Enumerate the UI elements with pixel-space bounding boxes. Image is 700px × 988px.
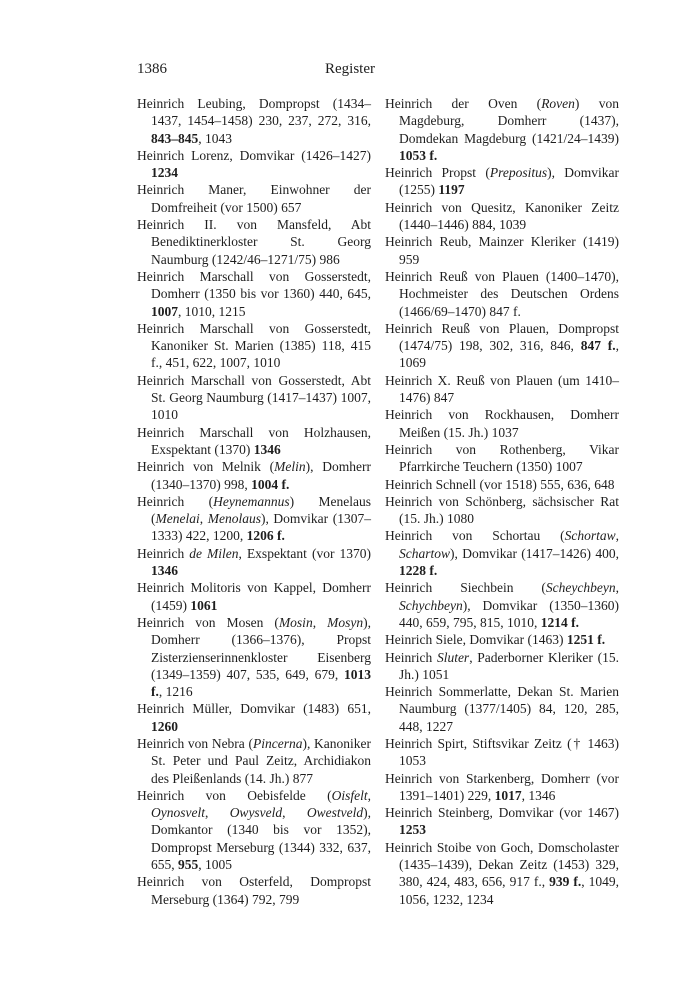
index-entry (137, 873, 371, 908)
index-entry (137, 372, 371, 424)
entry-text: , (615, 580, 619, 596)
index-entry (137, 181, 371, 216)
entry-text: ), Domvikar (1350–1360) 440, 659, 795, 815, 1010, (399, 597, 619, 630)
entry-text: , (204, 805, 230, 821)
italic-name-variant: Oisfelt (331, 787, 368, 803)
entry-text: Heinrich von Rothenberg, Vikar Pfarrkirche Teuchern (1350) 1007 (385, 441, 619, 475)
index-entry (137, 320, 371, 372)
entry-text: , (615, 528, 619, 544)
index-entry (385, 683, 619, 735)
bold-page-reference: 1253 (399, 822, 426, 838)
entry-text: ), Domkantor (1340 bis vor 1352), Dompropst Merseburg (1344) 332, 637, 655, (151, 805, 371, 873)
bold-page-reference: 955 (178, 857, 199, 873)
entry-text: Heinrich der Oven ( (385, 96, 542, 111)
index-entry (385, 372, 619, 407)
entry-text: , 1216 (158, 684, 193, 700)
entry-text: Heinrich Müller, Domvikar (1483) 651, (137, 701, 371, 717)
index-entry (385, 804, 619, 839)
index-entry (385, 735, 619, 770)
entry-text: Heinrich Marschall von Gosserstedt, Kanoniker St. Marien (1385) 118, 415 f., 451, 622, 1007, 1010 (137, 320, 371, 371)
entry-text: , 1010, 1215 (178, 303, 246, 319)
entry-text: Heinrich Molitoris von Kappel, Domherr (1459) (137, 580, 371, 613)
entry-text: Heinrich Siele, Domvikar (1463) (385, 632, 567, 648)
entry-text: Heinrich von Nebra ( (137, 735, 253, 751)
entry-text: Heinrich Maner, Einwohner der Domfreiheit (vor 1500) 657 (137, 182, 371, 215)
italic-name-variant: Schortaw (564, 528, 616, 544)
index-entry (137, 493, 371, 545)
index-entry (385, 406, 619, 441)
italic-name-variant: Sluter (436, 649, 470, 665)
entry-text: Heinrich (385, 649, 437, 665)
bold-page-reference: 1346 (151, 563, 178, 579)
bold-page-reference: 1007 (151, 303, 178, 319)
entry-text: Heinrich Reuß von Plauen, Dompropst (1474/75) 198, 302, 316, 846, (385, 320, 619, 354)
entry-text: ) von Magdeburg, Domherr (1437), Domdekan Magdeburg (1421/24–1439) (399, 96, 619, 146)
entry-text: Heinrich Lorenz, Domvikar (1426–1427) (137, 147, 371, 163)
index-entry (137, 735, 371, 787)
bold-page-reference: 1061 (190, 597, 218, 613)
bold-page-reference: 847 f. (580, 338, 616, 354)
index-entry (385, 839, 619, 908)
entry-text: , 1043 (198, 130, 232, 146)
italic-name-variant: de Milen (189, 545, 239, 561)
italic-name-variant: Prepositus (489, 165, 548, 181)
entry-text: Heinrich Reuß von Plauen (1400–1470), Hochmeister des Deutschen Ordens (1466/69–1470) 847 f. (385, 268, 619, 319)
entry-text: , 1005 (198, 857, 232, 873)
entry-text: Heinrich von Starkenberg, Domherr (vor 1391–1401) 229, (385, 770, 619, 803)
index-entry (385, 631, 619, 648)
bold-page-reference: 1206 f. (246, 528, 285, 544)
italic-name-variant: Heynemannus (213, 493, 290, 509)
index-entry (385, 320, 619, 372)
italic-name-variant: Mosin (278, 614, 313, 630)
entry-text: Heinrich X. Reuß von Plauen (um 1410–1476) 847 (385, 372, 619, 406)
italic-name-variant: Scheychbeyn (545, 580, 616, 596)
entry-text: Heinrich von Melnik ( (137, 459, 275, 475)
index-entry (385, 441, 619, 476)
entry-text: , Paderborner Kleriker (15. Jh.) 1051 (399, 649, 619, 682)
entry-text: Heinrich (137, 545, 190, 561)
index-entry (385, 164, 619, 199)
index-entry (137, 268, 371, 320)
entry-text: Heinrich Propst ( (385, 165, 490, 181)
entry-text: Heinrich Leubing, Dompropst (1434–1437, 1454–1458) 230, 237, 272, 316, (137, 96, 371, 129)
entry-text: Heinrich von Oebisfelde ( (137, 787, 332, 803)
bold-page-reference: 1346 (253, 441, 281, 457)
bold-page-reference: 1004 f. (251, 476, 290, 492)
index-entry (385, 95, 619, 164)
index-entry (137, 147, 371, 182)
page-number: 1386 (137, 61, 167, 77)
italic-name-variant: Schychbeyn (399, 597, 463, 613)
entry-text: ), Domherr (1366–1376), Propst Zisterzienserinnenkloster Eisenberg (1349–1359) 407, 535, 649, 679, (151, 614, 372, 682)
index-entry (385, 199, 619, 234)
index-entry (385, 493, 619, 528)
index-column-left (137, 95, 371, 908)
bold-page-reference: 1251 f. (566, 632, 606, 648)
bold-page-reference: 1053 f. (399, 147, 438, 163)
entry-text: Heinrich von Schönberg, sächsischer Rat (15. Jh.) 1080 (385, 493, 619, 527)
bold-page-reference: 1017 (494, 787, 522, 803)
bold-page-reference: 1013 f. (151, 666, 371, 700)
entry-text: ) Menelaus ( (151, 493, 371, 527)
italic-name-variant: Schartow (399, 545, 451, 561)
index-entry (385, 268, 619, 320)
index-entry (137, 95, 371, 147)
index-entry (137, 787, 371, 873)
entry-text: Heinrich Marschall von Gosserstedt, Domherr (1350 bis vor 1360) 440, 645, (137, 268, 371, 302)
entry-text: ), Domvikar (1255) (399, 165, 620, 198)
italic-name-variant: Pincerna (252, 735, 303, 751)
index-entry (385, 527, 619, 579)
entry-text: ), Domvikar (1307–1333) 422, 1200, (151, 511, 371, 544)
entry-text: ), Kanoniker St. Peter und Paul Zeitz, Archidiakon des Pleißenlands (14. Jh.) 877 (151, 735, 371, 786)
bold-page-reference: 1228 f. (399, 563, 438, 579)
entry-text: , (282, 805, 307, 821)
entry-text: Heinrich von Rockhausen, Domherr Meißen (15. Jh.) 1037 (385, 407, 619, 440)
index-entry (385, 476, 619, 493)
index-column-right (385, 95, 619, 908)
index-entry (137, 216, 371, 268)
entry-text: Heinrich von Osterfeld, Dompropst Merseburg (1364) 792, 799 (137, 874, 371, 907)
entry-text: Heinrich Steinberg, Domvikar (vor 1467) (385, 805, 619, 821)
entry-text: Heinrich Marschall von Gosserstedt, Abt St. Georg Naumburg (1417–1437) 1007, 1010 (137, 372, 371, 423)
index-entry (137, 424, 371, 459)
index-entry (385, 233, 619, 268)
index-entry (137, 614, 371, 700)
italic-name-variant: Owysveld (229, 805, 283, 821)
entry-text: , (367, 787, 371, 803)
entry-text: , 1049, 1056, 1232, 1234 (399, 874, 619, 907)
entry-text: Heinrich Spirt, Stiftsvikar Zeitz († 1463) 1053 (385, 735, 619, 769)
italic-name-variant: Oynosvelt (151, 805, 205, 821)
entry-text: Heinrich Sommerlatte, Dekan St. Marien Naumburg (1377/1405) 84, 120, 285, 448, 1227 (385, 684, 619, 734)
index-entry (137, 579, 371, 614)
bold-page-reference: 939 f. (549, 874, 582, 890)
bold-page-reference: 1260 (151, 718, 178, 734)
entry-text: , 1069 (399, 338, 619, 371)
entry-text: Heinrich II. von Mansfeld, Abt Benediktinerkloster St. Georg Naumburg (1242/46–1271/75) 986 (137, 217, 371, 267)
entry-text: Heinrich Stoibe von Goch, Domscholaster (1435–1439), Dekan Zeitz (1453) 329, 380, 424, 483, 656, 917 f., (385, 839, 619, 890)
entry-text: Heinrich von Schortau ( (385, 528, 565, 544)
entry-text: Heinrich von Mosen ( (137, 614, 279, 630)
entry-text: Heinrich von Quesitz, Kanoniker Zeitz (1440–1446) 884, 1039 (385, 199, 619, 233)
entry-text: ), Domvikar (1417–1426) 400, (450, 545, 619, 561)
entry-text: Heinrich Marschall von Holzhausen, Exspektant (1370) (137, 424, 371, 457)
entry-text: , (312, 614, 328, 630)
index-entry (385, 579, 619, 631)
index-entry (137, 545, 371, 580)
italic-name-variant: Melin (274, 459, 306, 475)
index-entry (137, 458, 371, 493)
italic-name-variant: Owestveld (306, 805, 364, 821)
entry-text: Heinrich Reub, Mainzer Kleriker (1419) 959 (385, 234, 619, 267)
italic-name-variant: Menelai (155, 511, 200, 527)
bold-page-reference: 1214 f. (540, 614, 579, 630)
italic-name-variant: Mosyn (327, 614, 364, 630)
index-entry (137, 700, 371, 735)
index-entry (385, 649, 619, 684)
bold-page-reference: 1197 (438, 182, 465, 198)
entry-text: ), Domherr (1340–1370) 998, (151, 459, 371, 492)
italic-name-variant: Roven (541, 96, 575, 111)
bold-page-reference: 843–845 (151, 130, 199, 146)
italic-name-variant: Menolaus (207, 511, 261, 527)
entry-text: , (199, 511, 208, 527)
running-title: Register (325, 61, 375, 77)
bold-page-reference: 1234 (151, 165, 178, 181)
entry-text: , 1346 (521, 787, 556, 803)
entry-text: Heinrich ( (137, 493, 214, 509)
index-entry (385, 770, 619, 805)
entry-text: Heinrich Schnell (vor 1518) 555, 636, 648 (385, 476, 615, 492)
entry-text: Heinrich Siechbein ( (385, 580, 546, 596)
entry-text: , Exspektant (vor 1370) (238, 545, 371, 561)
